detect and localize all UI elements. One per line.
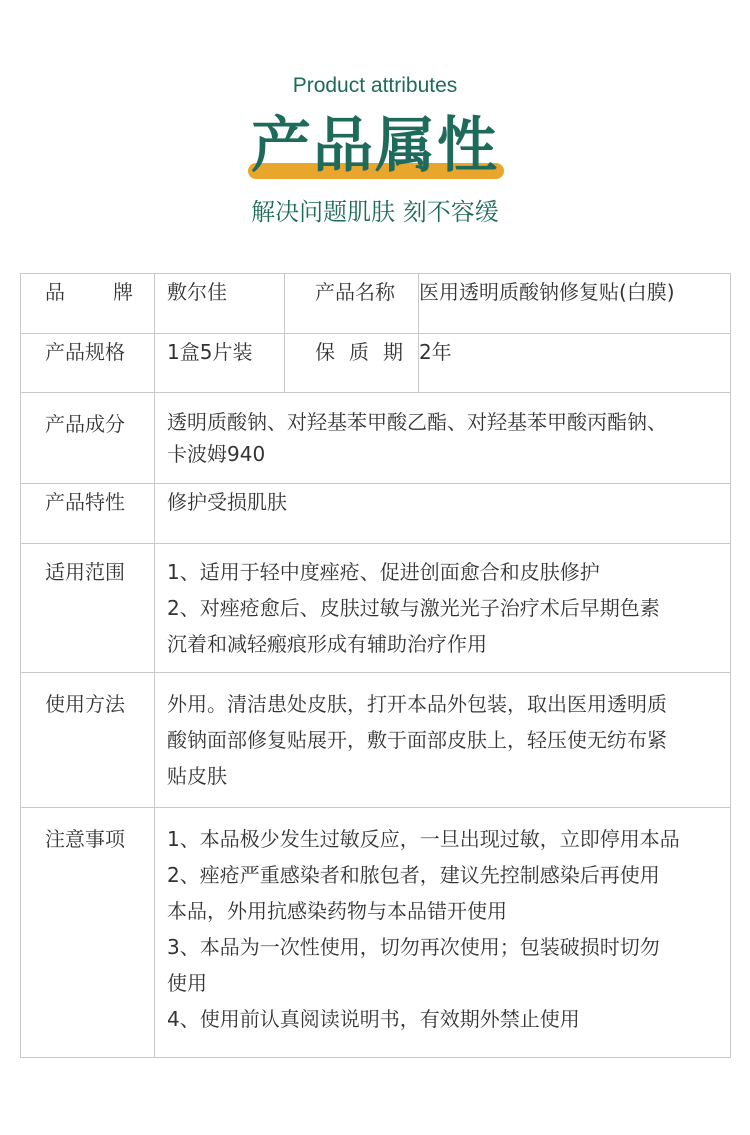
table-row (21, 673, 731, 808)
table-row (21, 544, 731, 673)
scope-line: 1、适用于轻中度痤疮、促进创面愈合和皮肤修护 (167, 560, 600, 584)
shelf-label-char: 保 (315, 340, 335, 364)
usage-value (155, 673, 731, 808)
ingredients-label (21, 393, 155, 484)
spec-value: 1盒5片装 (155, 334, 285, 393)
usage-line: 贴皮肤 (167, 764, 227, 788)
english-title: Product attributes (292, 74, 458, 97)
ingredients-line: 卡波姆940 (167, 442, 266, 466)
scope-value (155, 544, 731, 673)
usage-label-text: 使用方法 (45, 692, 125, 716)
scope-line: 2、对痤疮愈后、皮肤过敏与激光光子治疗术后早期色素 (167, 596, 660, 620)
usage-label (21, 673, 155, 808)
usage-line: 酸钠面部修复贴展开，敷于面部皮肤上，轻压使无纺布紧 (167, 728, 667, 752)
table-row (21, 808, 731, 1058)
shelf-label-char: 期 (383, 340, 403, 364)
shelf-life-value: 2年 (419, 334, 731, 393)
ingredients-value (155, 393, 731, 484)
notes-label (21, 808, 155, 1058)
notes-line: 使用 (167, 971, 207, 995)
page-title: 产品属性 (251, 111, 499, 181)
usage-line: 外用。清洁患处皮肤，打开本品外包装，取出医用透明质 (167, 692, 667, 716)
feature-label: 产品特性 (21, 484, 155, 544)
notes-value (155, 808, 731, 1058)
scope-label (21, 544, 155, 673)
title-block (0, 108, 750, 184)
notes-line: 4、使用前认真阅读说明书，有效期外禁止使用 (167, 1007, 580, 1031)
notes-line: 1、本品极少发生过敏反应，一旦出现过敏，立即停用本品 (167, 827, 680, 851)
product-name-label: 产品名称 (285, 274, 419, 334)
notes-label-text: 注意事项 (45, 827, 125, 851)
brand-label-char: 品 (45, 280, 65, 304)
ingredients-line: 透明质酸钠、对羟基苯甲酸乙酯、对羟基苯甲酸丙酯钠、 (167, 410, 667, 434)
notes-line: 3、本品为一次性使用，切勿再次使用；包装破损时切勿 (167, 935, 660, 959)
notes-line: 2、痤疮严重感染者和脓包者，建议先控制感染后再使用 (167, 863, 660, 887)
feature-value: 修护受损肌肤 (155, 484, 731, 544)
scope-label-text: 适用范围 (45, 560, 125, 584)
ingredients-label-text: 产品成分 (45, 412, 125, 436)
table-row (21, 393, 731, 484)
attribute-table (20, 273, 731, 1058)
shelf-life-label (285, 334, 419, 393)
table-row (21, 334, 731, 393)
product-name-value: 医用透明质酸钠修复贴(白膜) (419, 274, 731, 334)
notes-line: 本品，外用抗感染药物与本品错开使用 (167, 899, 507, 923)
table-row (21, 484, 731, 544)
brand-value: 敷尔佳 (155, 274, 285, 334)
scope-line: 沉着和减轻瘢痕形成有辅助治疗作用 (167, 632, 487, 656)
brand-label-char: 牌 (113, 280, 133, 304)
brand-label (21, 274, 155, 334)
table-row (21, 274, 731, 334)
page-subtitle: 解决问题肌肤 刻不容缓 (251, 198, 499, 226)
spec-label: 产品规格 (21, 334, 155, 393)
shelf-label-char: 质 (349, 340, 369, 364)
